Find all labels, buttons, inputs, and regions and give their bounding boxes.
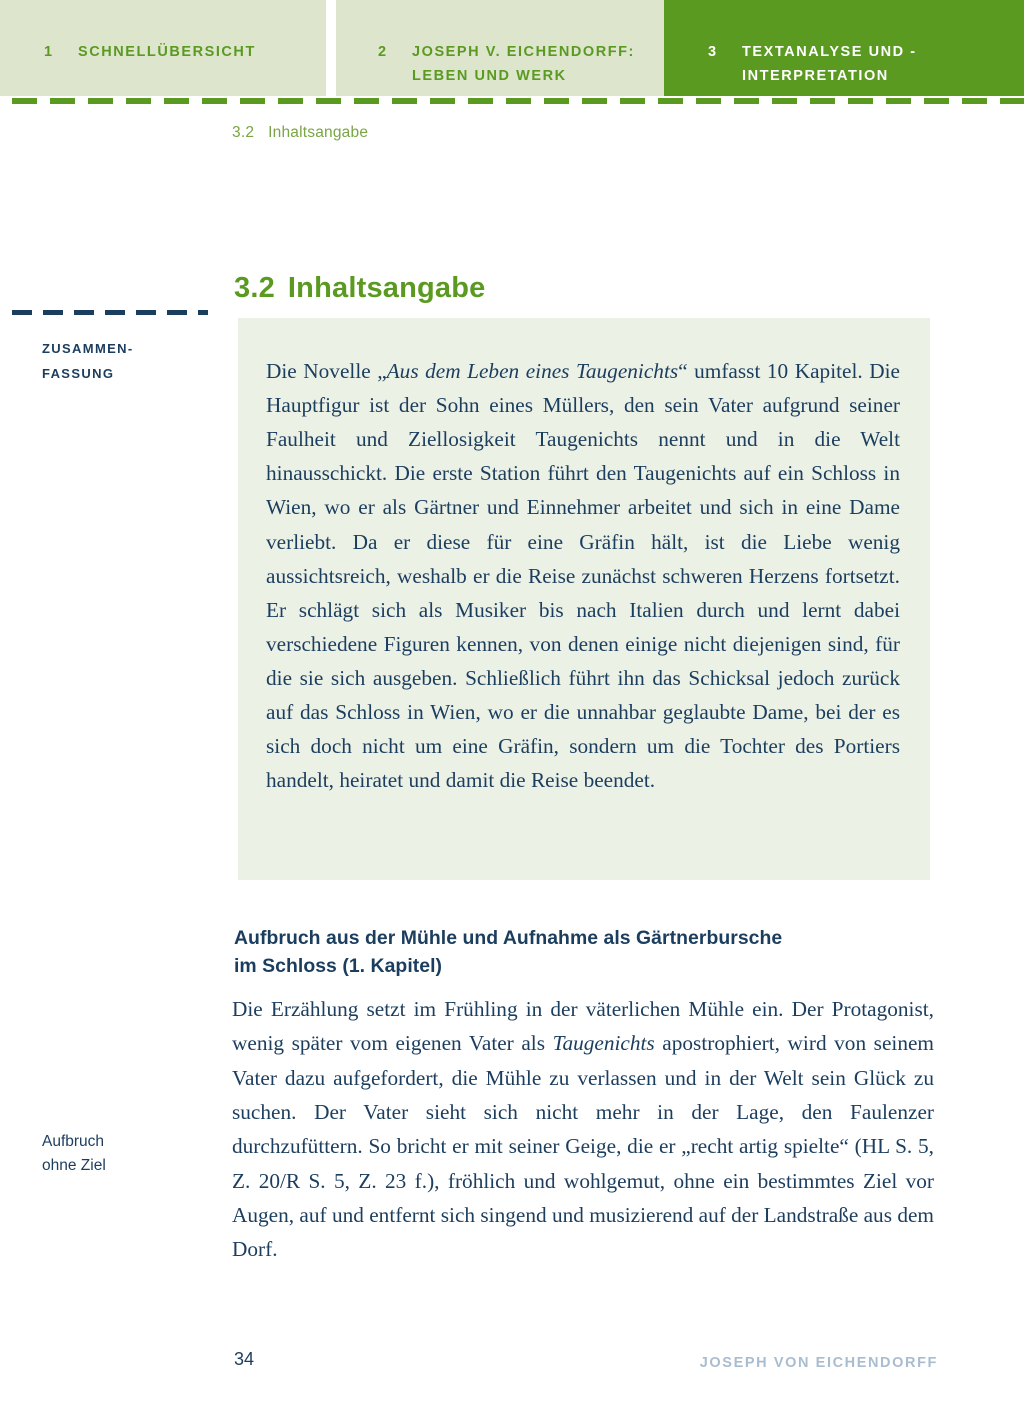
summary-callout-box — [238, 318, 930, 880]
chapter-subheading — [234, 925, 934, 981]
tab-chapter-1[interactable] — [0, 0, 326, 96]
margin-dashed-rule — [12, 310, 208, 315]
text-run: “ umfasst 10 Kapitel. Die Hauptfigur ist der Sohn eines Müllers, den sein Vater aufgrund seiner Faulheit und Ziellosigkeit Taugenichts nennt und in die Welt hinausschickt. Die erste Station führt den Taugenichts auf ein Schloss in Wien, wo er als Gärtner und Einnehmer arbeitet und sich in eine Dame verliebt. Da er diese für eine Gräfin hält, ist die Liebe wenig aussichtsreich, weshalb er die Reise zunächst schweren Herzens fortsetzt. Er schlägt sich als Musiker bis nach Italien durch und lernt dabei verschiedene Figuren kennen, von denen einige nicht diejenigen sind, für die sie sich ausgeben. Schließlich führt ihn das Schicksal jedoch zurück auf das Schloss in Wien, wo er die unnahbar geglaubte Dame, bei der es sich doch nicht um eine Gräfin, sondern um die Tochter des Portiers handelt, heiratet und damit die Reise beendet. — [266, 359, 900, 793]
header-dashed-rule — [12, 98, 1024, 104]
tab-chapter-2[interactable] — [336, 0, 664, 96]
italic-run: Aus dem Leben eines Taugenichts — [386, 359, 679, 383]
tab-chapter-2-inner — [336, 41, 664, 89]
page-title — [234, 272, 486, 305]
margin-note-line-1: Aufbruch — [42, 1133, 105, 1150]
tab-chapter-1-number: 1 — [44, 44, 53, 60]
tab-chapter-2-number: 2 — [378, 44, 387, 60]
breadcrumb-number: 3.2 — [232, 124, 255, 141]
margin-label-zusammenfassung — [42, 336, 222, 387]
tab-chapter-3[interactable] — [664, 0, 1024, 96]
tab-chapter-2-label: JOSEPH V. EICHENDORFF: LEBEN UND WERK — [412, 44, 635, 84]
footer-book-title: JOSEPH VON EICHENDORFF — [699, 1355, 938, 1371]
text-run: apostrophiert, wird von seinem Vater dazu aufgefordert, die Mühle zu verlassen und in der Welt sein Glück zu suchen. Der Vater sieht sich nicht mehr in der Lage, den Faulenzer durchzufüttern. So bricht er mit seiner Geige, die er „recht artig spielte“ (HL S. 5, Z. 20/R S. 5, Z. 23 f.), fröhlich und wohlgemut, ohne ein bestimmtes Ziel vor Augen, auf und entfernt sich singend und musizierend auf der Landstraße aus dem Dorf. — [232, 1031, 934, 1262]
text-run: Die Erzählung setzt im Frühling in der väterlichen Mühle ein. Der Protagonist, wenig später vom eigenen Vater als — [232, 997, 934, 1056]
chapter-subheading-line-1: Aufbruch aus der Mühle und Aufnahme als Gärtnerbursche — [234, 927, 783, 949]
tab-chapter-3-label: TEXTANALYSE UND -INTERPRETATION — [742, 44, 917, 84]
tab-chapter-3-number: 3 — [708, 44, 717, 60]
margin-label-line-2: FASSUNG — [42, 366, 115, 382]
margin-note-line-2: ohne Ziel — [42, 1157, 106, 1175]
breadcrumb — [232, 124, 368, 142]
breadcrumb-label: Inhaltsangabe — [268, 124, 369, 141]
page-title-text: Inhaltsangabe — [287, 272, 486, 305]
tab-chapter-3-inner — [664, 41, 1024, 89]
margin-note-aufbruch-ohne-ziel — [42, 1130, 227, 1178]
text-run: Die Novelle „ — [266, 359, 387, 383]
tab-chapter-1-label: SCHNELLÜBERSICHT — [78, 44, 256, 60]
italic-run: Taugenichts — [552, 1031, 655, 1056]
chapter-tabbar — [0, 0, 1024, 96]
page-title-number: 3.2 — [234, 272, 275, 305]
summary-paragraph — [266, 354, 900, 797]
chapter-subheading-line-2: im Schloss (1. Kapitel) — [234, 954, 443, 977]
margin-label-line-1: ZUSAMMEN- — [42, 341, 134, 356]
footer-page-number: 34 — [234, 1349, 255, 1369]
tab-chapter-1-inner — [0, 41, 326, 65]
body-paragraph — [232, 992, 934, 1267]
